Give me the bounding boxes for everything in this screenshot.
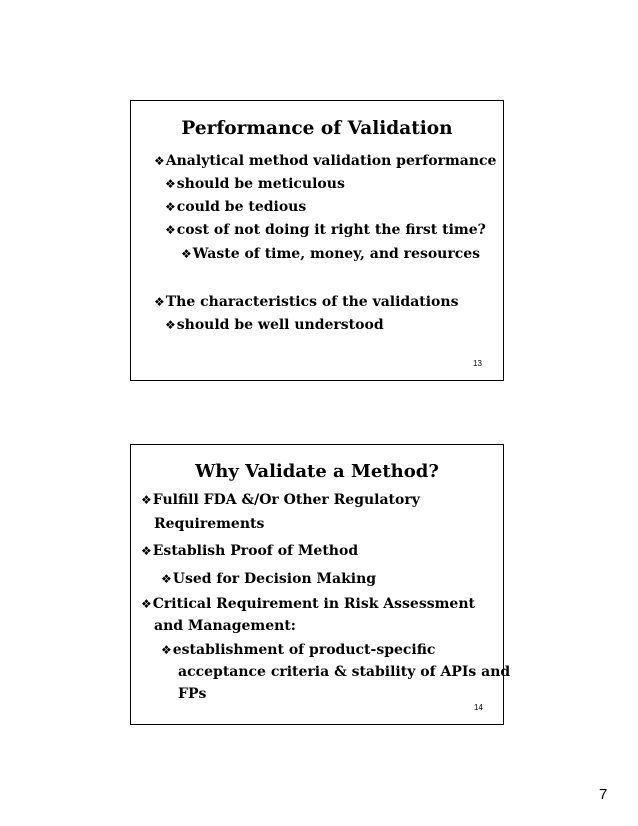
bullet-continuation: and Management: — [154, 618, 296, 634]
bullet-level-2: ❖ could be tedious — [165, 198, 306, 216]
bullet-level-1: ❖ Analytical method validation performance — [154, 152, 496, 170]
bullet-level-2: ❖ establishment of product-specific — [161, 641, 435, 659]
bullet-level-1: ❖ Establish Proof of Method — [141, 542, 358, 560]
bullet-level-3: ❖ Waste of time, money, and resources — [181, 245, 480, 263]
bullet-level-1: ❖ Critical Requirement in Risk Assessment — [141, 595, 475, 613]
bullet-level-1: ❖ Fulfill FDA &/Or Other Regulatory — [141, 491, 420, 509]
slide-14 — [130, 444, 511, 725]
bullet-level-2: ❖ should be well understood — [165, 316, 384, 334]
bullet-level-2: ❖ should be meticulous — [165, 175, 345, 193]
bullet-level-2: ❖ Used for Decision Making — [161, 570, 376, 588]
bullet-level-1: ❖ The characteristics of the validations — [154, 293, 458, 311]
slide-title: Performance of Validation — [181, 118, 453, 139]
bullet-level-2: ❖ cost of not doing it right the first time? — [165, 221, 486, 239]
bullet-continuation: acceptance criteria & stability of APIs and — [178, 664, 511, 680]
bullet-continuation: Requirements — [154, 516, 265, 532]
slide-title: Why Validate a Method? — [195, 461, 439, 482]
page-number: 7 — [599, 786, 608, 803]
slide-number: 13 — [473, 359, 482, 368]
bullet-continuation: FPs — [178, 686, 207, 702]
slide-number: 14 — [474, 703, 483, 712]
slide-13 — [130, 100, 504, 381]
